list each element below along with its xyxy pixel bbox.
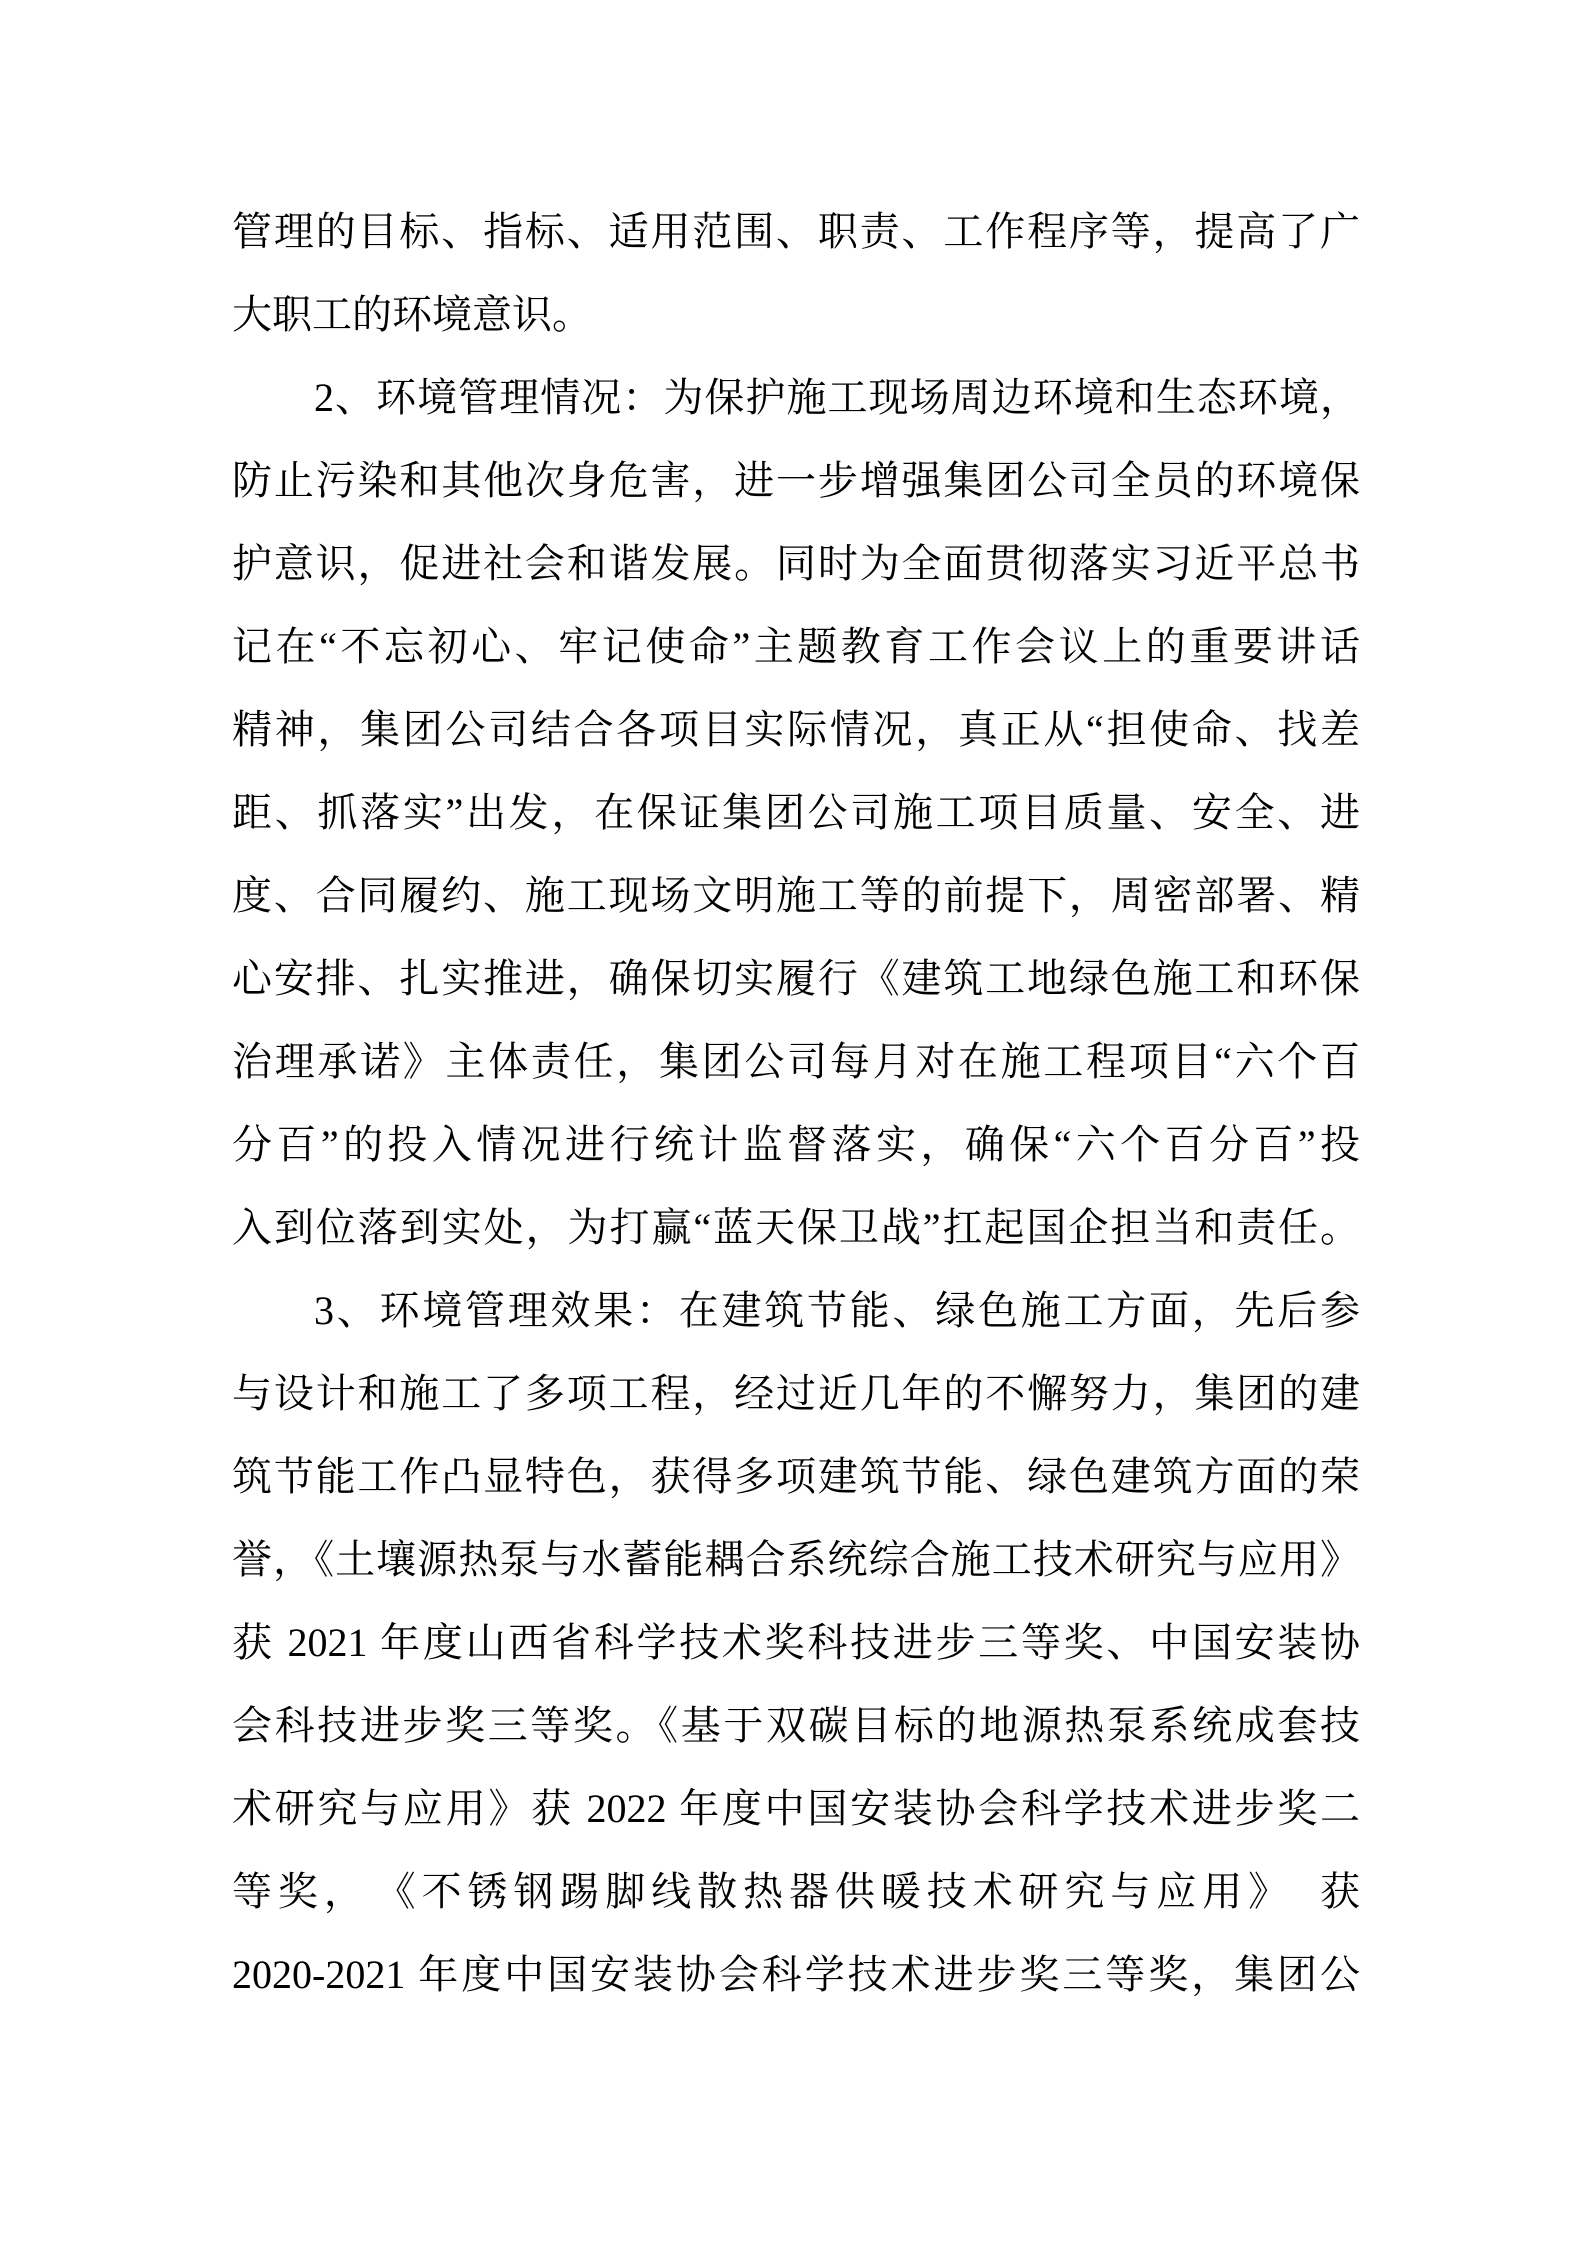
text-line: 等奖， 《不锈钢踢脚线散热器供暖技术研究与应用》 获 [232,1869,1360,1914]
text-block [232,190,1360,2016]
paragraph-continuation [232,190,1360,356]
text-line: 护意识，促进社会和谐发展。同时为全面贯彻落实习近平总书 [232,541,1360,586]
text-line: 记在“不忘初心、牢记使命”主题教育工作会议上的重要讲话 [232,624,1360,669]
text-line: 术研究与应用》获 2022 年度中国安装协会科学技术进步奖二 [232,1786,1360,1831]
text-line: 度、合同履约、施工现场文明施工等的前提下，周密部署、精 [232,873,1360,918]
paragraph-3 [232,1269,1360,2016]
text-line: 治理承诺》主体责任，集团公司每月对在施工程项目“六个百 [232,1039,1360,1084]
text-line: 精神，集团公司结合各项目实际情况，真正从“担使命、找差 [232,707,1360,752]
text-line: 管理的目标、指标、适用范围、职责、工作程序等，提高了广 [232,209,1360,254]
text-line: 筑节能工作凸显特色，获得多项建筑节能、绿色建筑方面的荣 [232,1454,1360,1499]
text-line: 2、环境管理情况：为保护施工现场周边环境和生态环境， [314,375,1360,420]
text-line: 分百”的投入情况进行统计监督落实，确保“六个百分百”投 [232,1122,1360,1167]
text-line: 2020-2021 年度中国安装协会科学技术进步奖三等奖，集团公 [232,1952,1360,1997]
text-line: 誉，《土壤源热泵与水蓄能耦合系统综合施工技术研究与应用》 [232,1537,1360,1582]
text-line: 大职工的环境意识。 [232,292,592,337]
text-line: 会科技进步奖三等奖。《基于双碳目标的地源热泵系统成套技 [232,1703,1360,1748]
text-line: 防止污染和其他次身危害，进一步增强集团公司全员的环境保 [232,458,1360,503]
paragraph-2 [232,356,1360,1269]
text-line: 获 2021 年度山西省科学技术奖科技进步三等奖、中国安装协 [232,1620,1360,1665]
text-line: 距、抓落实”出发，在保证集团公司施工项目质量、安全、进 [232,790,1360,835]
text-line: 心安排、扎实推进，确保切实履行《建筑工地绿色施工和环保 [232,956,1360,1001]
text-line: 入到位落到实处，为打赢“蓝天保卫战”扛起国企担当和责任。 [232,1205,1360,1250]
text-line: 3、环境管理效果：在建筑节能、绿色施工方面，先后参 [314,1288,1360,1333]
text-line: 与设计和施工了多项工程，经过近几年的不懈努力，集团的建 [232,1371,1360,1416]
